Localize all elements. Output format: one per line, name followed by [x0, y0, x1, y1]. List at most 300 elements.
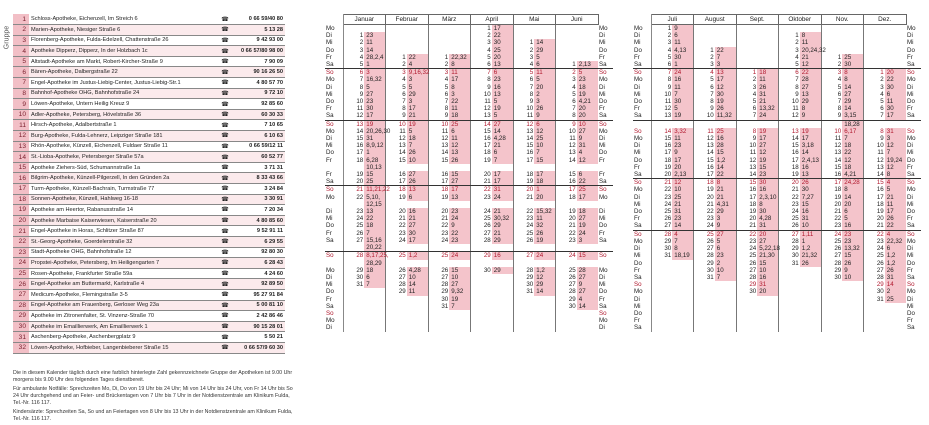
weekday-label: So [325, 310, 343, 317]
pharmacy-group: 16 [492, 252, 513, 260]
pharmacy-group: 29 [800, 98, 821, 105]
pharmacy-group: 15 [534, 157, 555, 164]
day-number: 25 [343, 222, 364, 229]
pharmacy-group [407, 310, 428, 317]
group-number: 23 [13, 247, 29, 258]
weekday-label: Mo [633, 238, 651, 245]
day-number: 26 [428, 267, 449, 274]
pharmacy-group [842, 324, 863, 331]
day-number: 5 [651, 54, 672, 61]
pharmacy-group [715, 32, 736, 39]
phone-icon: ☎ [219, 236, 231, 247]
pharmacy-name: Löwen-Apotheke, Untern Heilig Kreuz 9 [29, 99, 219, 110]
weekday-label: Mo [325, 317, 343, 324]
day-number: 12 [694, 135, 715, 142]
pharmacy-group: 7 [364, 281, 385, 288]
weekday-label-right: Mo [599, 24, 608, 32]
day-number [651, 317, 672, 324]
weekday-label: Di [633, 32, 651, 39]
pharmacy-group: 23 [842, 230, 863, 238]
day-number: 6 [343, 69, 364, 77]
pharmacy-group: 14 [800, 149, 821, 156]
pharmacy-group [449, 25, 470, 33]
weekday-label-right: Fr [599, 53, 605, 61]
footnote: Kindersärzte: Sprechzeiten Sa, So und an Feiertagen von 8 Uhr bis 13 Uhr in der Notdienstzentrale am Klinikum Fulda, Tel.-Nr. 116 117. [13, 409, 293, 422]
day-number: 16 [864, 186, 885, 193]
phone-number: 3 30 91 [231, 194, 285, 205]
day-number [864, 39, 885, 46]
pharmacy-group: 2,3,10 [757, 194, 778, 201]
pharmacy-group [407, 39, 428, 46]
day-number: 31 [428, 303, 449, 310]
pharmacy-row [13, 109, 285, 120]
calendar-row [325, 201, 613, 208]
day-number: 5 [386, 84, 407, 91]
pharmacy-group [885, 25, 906, 33]
pharmacy-group: 13 [800, 91, 821, 98]
footnotes [13, 370, 293, 425]
pharmacy-name: Apotheke im Emaillierwerk, Am Emaillierwerk 1 [29, 321, 219, 332]
day-number [779, 324, 800, 331]
day-number: 16 [343, 142, 364, 149]
day-number: 29 [386, 288, 407, 295]
pharmacy-group: 15,16 [364, 237, 385, 244]
day-number: 8 [471, 76, 492, 83]
pharmacy-group: 29 [842, 98, 863, 105]
weekday-label: Do [633, 208, 651, 215]
pharmacy-group: 20 [534, 84, 555, 91]
pharmacy-group [757, 120, 778, 128]
pharmacy-group [715, 303, 736, 310]
pharmacy-group [407, 260, 428, 267]
pharmacy-group: 15 [364, 171, 385, 178]
pharmacy-group: 5 [407, 84, 428, 91]
weekday-label: So [325, 186, 343, 194]
weekday-label-right: Fr [599, 171, 605, 179]
weekday-label: So [633, 69, 651, 77]
day-number: 16 [651, 142, 672, 149]
weekday-label: Sa [633, 324, 651, 331]
pharmacy-group [577, 317, 598, 324]
day-number [513, 324, 534, 331]
day-number: 27 [343, 237, 364, 244]
pharmacy-group [672, 267, 693, 274]
day-number [864, 47, 885, 54]
group-number: 6 [13, 67, 29, 78]
day-number: 19 [694, 186, 715, 193]
pharmacy-group: 9 [672, 149, 693, 156]
pharmacy-group: 9 [577, 281, 598, 288]
day-number: 2 [736, 76, 757, 83]
weekday-label-right: Mo [907, 237, 916, 245]
day-number [736, 32, 757, 39]
day-number [471, 296, 492, 303]
weekday-label-right: Do [907, 259, 915, 267]
day-number [556, 324, 577, 331]
day-number [821, 324, 842, 331]
weekday-label: Mo [325, 194, 343, 201]
day-number [343, 317, 364, 324]
day-number: 5 [694, 76, 715, 83]
day-number: 3 [471, 39, 492, 46]
pharmacy-group: 4 [577, 149, 598, 156]
day-number: 27 [513, 252, 534, 260]
weekday-label: Di [633, 84, 651, 91]
calendar-row [633, 142, 921, 149]
weekday-label-right: So [599, 69, 607, 77]
day-number: 27 [428, 274, 449, 281]
pharmacy-group [757, 296, 778, 303]
pharmacy-group: 18 [842, 164, 863, 171]
weekday-label-right: Sa [598, 178, 613, 186]
pharmacy-group: 30 [407, 230, 428, 237]
day-number [864, 310, 885, 317]
pharmacy-row [13, 342, 285, 353]
day-number: 26 [864, 260, 885, 267]
group-number: 13 [13, 141, 29, 152]
day-number: 24 [736, 245, 757, 252]
day-number [694, 310, 715, 317]
pharmacy-group: 14 [842, 105, 863, 112]
day-number: 2 [343, 39, 364, 46]
day-number: 24 [343, 215, 364, 222]
day-number: 10 [343, 98, 364, 105]
calendar-row [633, 267, 921, 274]
pharmacy-group: 24,28 [842, 179, 863, 187]
day-number [736, 324, 757, 331]
pharmacy-group: 29 [492, 237, 513, 244]
phone-number: 6 29 55 [231, 236, 285, 247]
day-number [821, 120, 842, 128]
day-number: 16 [556, 178, 577, 186]
pharmacy-group: 11,32 [715, 112, 736, 120]
phone-icon: ☎ [219, 131, 231, 142]
pharmacy-row [13, 46, 285, 57]
pharmacy-group: 27 [407, 171, 428, 178]
calendar-row [325, 186, 613, 194]
day-number: 11 [428, 128, 449, 135]
pharmacy-group [757, 303, 778, 310]
phone-icon: ☎ [219, 46, 231, 57]
day-number [651, 288, 672, 295]
weekday-label-right: Fr [907, 105, 913, 113]
day-number: 21 [556, 222, 577, 229]
pharmacy-group: 11 [449, 69, 470, 77]
phone-icon: ☎ [219, 300, 231, 311]
day-number: 22 [471, 186, 492, 194]
pharmacy-group: 1,2 [715, 157, 736, 164]
pharmacy-group [577, 164, 598, 171]
calendar-row [633, 47, 921, 54]
pharmacy-group [800, 288, 821, 295]
pharmacy-group: 1 [364, 61, 385, 69]
day-number: 30 [821, 274, 842, 281]
day-number: 7 [694, 91, 715, 98]
pharmacy-name: Engel-Apotheke am Frauenberg, Gerloser Weg 23a [29, 300, 219, 311]
pharmacy-group [672, 281, 693, 288]
day-number: 18 [736, 201, 757, 208]
pharmacy-row [13, 25, 285, 36]
day-number [651, 274, 672, 281]
weekday-label: Fr [325, 296, 343, 303]
pharmacy-group [534, 310, 555, 317]
day-number: 25 [428, 252, 449, 260]
pharmacy-group: 24 [757, 112, 778, 120]
weekday-label-right: So [599, 120, 607, 128]
weekday-label: Mo [633, 76, 651, 83]
calendar-row [633, 98, 921, 105]
pharmacy-group: 11 [885, 201, 906, 208]
day-number [386, 303, 407, 310]
day-number: 1 [471, 25, 492, 33]
pharmacy-row [13, 173, 285, 184]
pharmacy-row [13, 120, 285, 131]
day-number: 19 [651, 164, 672, 171]
pharmacy-group: 16 [672, 76, 693, 83]
calendar-row [633, 274, 921, 281]
day-number [386, 296, 407, 303]
pharmacy-group: 20 [757, 288, 778, 295]
pharmacy-group [715, 310, 736, 317]
pharmacy-group: 20 [757, 230, 778, 238]
pharmacy-group: 22,32 [449, 54, 470, 61]
day-number: 11 [694, 128, 715, 135]
day-number [651, 296, 672, 303]
day-number: 30 [779, 252, 800, 259]
group-number: 19 [13, 205, 29, 216]
day-number: 9 [651, 84, 672, 91]
pharmacy-group: 12 [449, 142, 470, 149]
day-number [513, 25, 534, 33]
pharmacy-group: 15,32 [534, 208, 555, 215]
footnote: Für ambulante Notfälle: Sprechzeiten Mo, Di, Do von 19 Uhr bis 24 Uhr; Mi von 14 Uhr bis 24 Uhr, von Fr 14 Uhr bis So 24 Uhr durchgehend und an Feier- und Brückentagen von 7 Uhr bis 7 Uhr in der Notdienstzentrale am Klinikum Fulda, Tel.-Nr. 116 117. [13, 386, 293, 406]
pharmacy-group: 18 [364, 267, 385, 274]
pharmacy-group: 13 [492, 91, 513, 98]
day-number: 8 [343, 84, 364, 91]
day-number: 29 [556, 296, 577, 303]
pharmacy-group: 8 [800, 32, 821, 39]
day-number: 20 [428, 208, 449, 215]
calendar-row [325, 222, 613, 229]
weekday-label-right: Mi [907, 302, 914, 310]
pharmacy-group: 4,21 [577, 98, 598, 105]
pharmacy-group [842, 303, 863, 310]
pharmacy-name: Apotheke Marbaise Kaiserwiesen, Kaiserstraße 20 [29, 215, 219, 226]
pharmacy-group: 16 [407, 208, 428, 215]
pharmacy-group: 12 [757, 149, 778, 156]
day-number: 14 [779, 135, 800, 142]
day-number: 28 [386, 281, 407, 288]
weekday-label: Do [633, 310, 651, 317]
pharmacy-group: 22 [577, 178, 598, 186]
pharmacy-group: 5,10, [364, 194, 385, 201]
day-number: 5 [513, 69, 534, 77]
day-number [779, 281, 800, 288]
day-number [343, 296, 364, 303]
pharmacy-name: Bahnhof-Apotheke OHG, Bahnhofstraße 24 [29, 88, 219, 99]
phone-number: 0 66 59/40 80 [231, 14, 285, 25]
weekday-label: Do [633, 157, 651, 164]
pharmacy-group: 31 [800, 215, 821, 222]
month-header: April [471, 15, 514, 25]
day-number: 18 [386, 186, 407, 194]
pharmacy-group [449, 244, 470, 252]
phone-number: 9 52 91 11 [231, 226, 285, 237]
pharmacy-group: 10 [407, 157, 428, 164]
pharmacy-group: 24 [449, 215, 470, 222]
pharmacy-group: 4 [577, 296, 598, 303]
day-number: 21 [386, 215, 407, 222]
pharmacy-group: 31 [757, 91, 778, 98]
weekday-label: Mi [325, 215, 343, 222]
pharmacy-group: 13 [364, 208, 385, 215]
pharmacy-group: 21 [800, 54, 821, 61]
phone-number: 5 13 28 [231, 25, 285, 36]
pharmacy-group: 16 [842, 222, 863, 230]
day-number: 13 [343, 120, 364, 128]
pharmacy-group [757, 25, 778, 33]
day-number [471, 317, 492, 324]
weekday-label: Mo [633, 288, 651, 295]
pharmacy-group [449, 310, 470, 317]
weekday-label: Do [633, 47, 651, 54]
pharmacy-group [577, 324, 598, 331]
day-number: 21 [651, 179, 672, 187]
phone-number: 92 80 30 [231, 247, 285, 258]
day-number: 31 [864, 296, 885, 303]
day-number [779, 296, 800, 303]
group-number: 28 [13, 300, 29, 311]
weekday-label-right: So [907, 127, 915, 135]
pharmacy-group: 10 [715, 267, 736, 274]
pharmacy-group: 9 [672, 25, 693, 33]
day-number: 8 [428, 105, 449, 112]
group-number: 26 [13, 279, 29, 290]
day-number: 10 [556, 128, 577, 135]
pharmacy-name: St.-Georg-Apotheke, Goerdelerstraße 32 [29, 236, 219, 247]
day-number: 26 [651, 215, 672, 222]
group-number: 17 [13, 184, 29, 195]
weekday-label-right: So [599, 186, 607, 194]
phone-icon: ☎ [219, 67, 231, 78]
day-number: 10 [471, 91, 492, 98]
day-number: 17 [556, 186, 577, 194]
weekday-label: So [633, 230, 651, 238]
pharmacy-group: 7,27 [800, 194, 821, 201]
pharmacy-group: 5,22,18 [759, 245, 780, 253]
day-number: 21 [864, 222, 885, 230]
pharmacy-group: 24 [449, 252, 470, 260]
pharmacy-group: 17 [577, 194, 598, 201]
pharmacy-group: 17 [672, 157, 693, 164]
pharmacy-group [672, 303, 693, 310]
pharmacy-group: 12 [715, 84, 736, 91]
pharmacy-group: 4,28 [407, 267, 428, 274]
day-number: 7 [343, 76, 364, 83]
day-number: 29 [651, 238, 672, 245]
pharmacy-group: 14 [492, 128, 513, 135]
pharmacy-group: 27 [757, 238, 778, 245]
pharmacy-group: 12 [800, 61, 821, 69]
group-number: 24 [13, 258, 29, 269]
pharmacy-group: 30 [757, 208, 778, 215]
day-number [556, 39, 577, 46]
pharmacy-group: 7 [534, 149, 555, 156]
day-number [556, 244, 577, 252]
pharmacy-group: 23 [842, 238, 863, 245]
pharmacy-group: 19 [407, 120, 428, 128]
pharmacy-group: 17 [407, 105, 428, 112]
calendar-row [325, 194, 613, 201]
weekday-label: So [633, 281, 651, 288]
calendar-row [325, 61, 613, 69]
weekday-label: Sa [633, 61, 651, 69]
pharmacy-group [842, 296, 863, 303]
pharmacy-group: 6 [577, 171, 598, 178]
day-number: 5 [428, 84, 449, 91]
pharmacy-group [800, 317, 821, 324]
day-number [556, 201, 577, 208]
day-number [343, 288, 364, 295]
day-number [556, 32, 577, 39]
weekday-label-right: Mi [907, 252, 914, 260]
phone-number: 3 24 84 [231, 184, 285, 195]
day-number: 23 [556, 237, 577, 244]
pharmacy-group: 2,13 [577, 61, 598, 69]
pharmacy-group: 28 [715, 142, 736, 149]
pharmacy-group: 19 [492, 105, 513, 112]
day-number: 30 [736, 288, 757, 295]
pharmacy-group: 11,21,22 [366, 186, 390, 194]
pharmacy-group: 5 [672, 105, 693, 112]
day-number: 2 [428, 61, 449, 69]
pharmacy-group: 27 [577, 128, 598, 135]
pharmacy-group: 23 [672, 142, 693, 149]
pharmacy-group: 23 [715, 252, 736, 259]
day-number: 7 [428, 98, 449, 105]
pharmacy-group [885, 47, 906, 54]
day-number: 12 [651, 105, 672, 112]
weekday-label: Mo [633, 135, 651, 142]
pharmacy-group [842, 317, 863, 324]
calendar-row [633, 222, 921, 230]
day-number [694, 317, 715, 324]
pharmacy-group: 19 [534, 237, 555, 244]
weekday-label-right: Fr [907, 163, 913, 171]
pharmacy-group [534, 317, 555, 324]
pharmacy-group: 13 [800, 171, 821, 179]
pharmacy-group: 10 [672, 186, 693, 193]
pharmacy-group: 11 [800, 39, 821, 46]
calendar-row [325, 274, 613, 281]
day-number: 15 [821, 164, 842, 171]
pharmacy-name: Bilgrim-Apotheke, Künzell-Pilgerzell, In den Gründen 2a [29, 173, 219, 184]
pharmacy-group [800, 324, 821, 331]
weekday-label-right: Mo [907, 135, 916, 143]
day-number: 19 [471, 157, 492, 164]
pharmacy-group: 21 [715, 186, 736, 193]
pharmacy-group: 22 [449, 98, 470, 105]
month-header-row [325, 15, 613, 25]
day-number: 29 [471, 252, 492, 260]
pharmacy-group: 23 [492, 76, 513, 83]
day-number: 11 [736, 149, 757, 156]
pharmacy-name: Turm-Apotheke, Künzell-Bachrain, Turmstraße 77 [29, 184, 219, 195]
weekday-label: Fr [633, 267, 651, 274]
group-number: 27 [13, 289, 29, 300]
day-number [386, 47, 407, 54]
pharmacy-group: 26 [842, 260, 863, 267]
